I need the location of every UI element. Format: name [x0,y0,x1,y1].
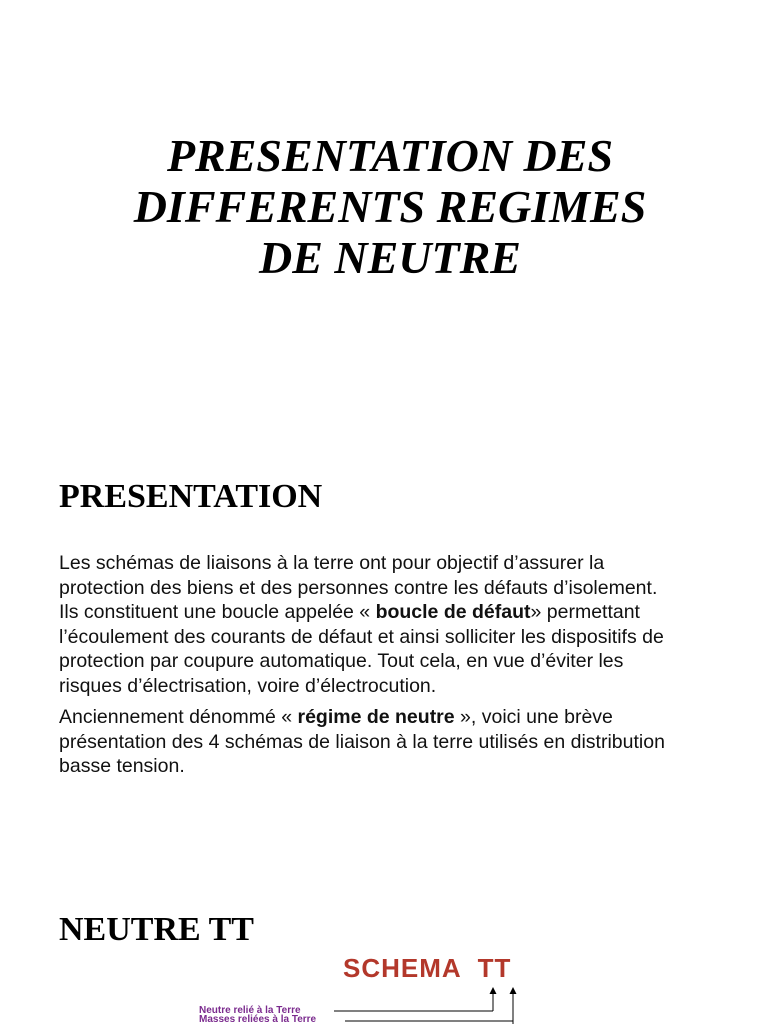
schema-tt-diagram-title [343,953,511,983]
masses-arrow-head [510,987,517,994]
paragraph-line: protection par coupure automatique. Tout cela, en vue d’éviter les [59,650,624,672]
title-line-1: PRESENTATION DES [166,130,614,181]
section-heading-neutre-tt: NEUTRE TT [59,911,254,948]
text-run: Ils constituent une boucle appelée « [59,601,376,623]
paragraph-line: Les schémas de liaisons à la terre ont pour objectif d’assurer la [59,552,605,574]
neutral-arrow-head [490,987,497,994]
schema-tt-connector-lines [0,984,768,1024]
paragraph-line: basse tension. [59,755,185,777]
text-run: Anciennement dénommé « [59,706,298,728]
text-run: » permettant [530,601,640,623]
document-title [12,130,768,283]
paragraph-line: présentation des 4 schémas de liaison à la terre utilisés en distribution [59,730,665,753]
bold-term-boucle-de-defaut: boucle de défaut [375,601,531,623]
paragraph-line [59,705,665,730]
paragraph-line: protection des biens et des personnes contre les défauts d’isolement. [59,576,658,599]
section-heading-presentation: PRESENTATION [59,478,323,515]
paragraph-line: risques d’électrisation, voire d’électrocution. [59,674,437,697]
paragraph-intro [59,551,664,698]
schema-title-code: TT [477,953,512,983]
paragraph-line: l’écoulement des courants de défaut et ainsi solliciter les dispositifs de [59,625,664,648]
label-neutral-to-earth: Neutre relié à la Terre [199,1005,301,1016]
schema-title-word: SCHEMA [343,953,462,983]
title-line-3: DE NEUTRE [259,232,521,283]
paragraph-history [59,705,665,779]
paragraph-line [59,600,664,625]
text-run: », voici une brève [454,706,613,728]
label-masses-to-earth: Masses reliées à la Terre [199,1014,317,1024]
bold-term-regime-de-neutre: régime de neutre [297,706,455,728]
title-line-2: DIFFERENTS REGIMES [133,181,647,232]
